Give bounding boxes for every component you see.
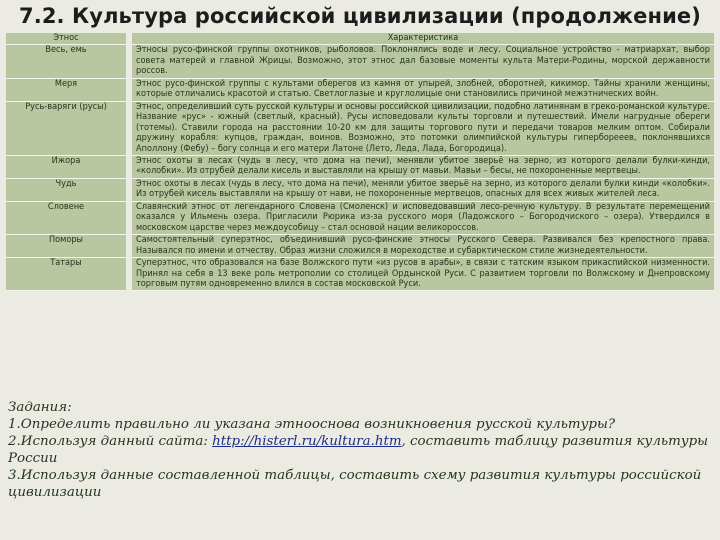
table-row [6, 178, 714, 201]
task-item-1: 1.Определить правильно ли указана этнооснова возникновения русской культуры? [8, 417, 616, 432]
ethnos-cell: Весь, емь [6, 45, 129, 78]
description-cell: Славянский этнос от легендарного Словена (Смоленск) и исповедовавший лесо-речную культуру. В результате перемещений оказался у Ильмень озера. Пригласили Рюрика из-за русского моря (Ладожского – Богородчиского – озера). Утвердился в московском царстве через междоусобицу – стал основой нации великороссов. [129, 201, 714, 234]
table-row [6, 201, 714, 234]
description-cell: Этнос охоты в лесах (чудь в лесу, что дома на печи), менявли убитое зверьё на зерно, из которого делали булки-кинди, «колобки». Из отрубей делали кисель и выставляли на крышу от мавьи. Мавьи – бесы, не похороненные мертвецы. [129, 155, 714, 178]
ethnos-table [6, 33, 714, 291]
column-header-ethnos: Этнос [6, 33, 129, 45]
description-cell: Этнос русо-финской группы с культами оберегов из камня от упырей, злобней, оборотней, кикимор. Тайны хранили женщины, которые отличались красотой и статью. Светлоглазые и круглолицые они становились причиной межэтнических войн. [129, 78, 714, 101]
ethnos-cell: Русь-варяги (русы) [6, 101, 129, 155]
table-row [6, 101, 714, 155]
table-row [6, 155, 714, 178]
task-item-2-text: 2.Используя данный сайта: [8, 434, 213, 449]
description-cell: Этнос, определивший суть русской культуры и основы российской цивилизации, подобно латинянам в греко-романской культуре. Название «рус» - южный (светлый, красный). Русы исповедовали культы торговли и путешествий. Имели нагрудные обереги (тотемы). Ставили города на расстоянии 10-20 км для защиты торгового пути и передачи товаров мелким оптом. Собирали дружину корабля: купцов, граждан, воинов. Возможно, это потомки олимпийской культуры гиперборееев, поклонявшихся Аполлону (Фебу) – богу солнца и его матери Латоне (Лето, Леда, Лада, Богородица). [129, 101, 714, 155]
page-title: 7.2. Культура российской цивилизации (продолжение) [19, 4, 701, 28]
column-header-description: Характеристика [129, 33, 714, 45]
description-cell: Самостоятельный суперэтнос, объединивший русо-финские этносы Русского Севера. Развивался без крепостного права. Назывался по имени и отчеству. Образ жизни сложился в мореходстве и субарктическом стиле жизнедеятельности. [129, 235, 714, 258]
task-item-2-text-end: , составить таблицу развития культуры России [8, 434, 709, 466]
description-cell: Суперэтнос, что образовался на базе Волжского пути «из русов в арабы», в связи с татским языком прикаспийской низменности. Принял на себя в 13 веке роль метрополии со столицей Ордынской Руси. С развитием торговли по Волжскому и Днепровскому торговым путям одновременно влился в состав московской Руси. [129, 258, 714, 291]
ethnos-cell: Татары [6, 258, 129, 291]
table-row [6, 45, 714, 78]
table-header-row [6, 33, 714, 45]
ethnos-cell: Чудь [6, 178, 129, 201]
tasks-heading: Задания: [8, 400, 72, 415]
tasks-block [8, 399, 714, 501]
ethnos-cell: Ижора [6, 155, 129, 178]
task-item-2 [8, 433, 714, 467]
table-row [6, 258, 714, 291]
table-row [6, 78, 714, 101]
ethnos-cell: Меря [6, 78, 129, 101]
ethnos-cell: Словене [6, 201, 129, 234]
ethnos-cell: Поморы [6, 235, 129, 258]
description-cell: Этносы русо-финской группы охотников, рыболовов. Поклонялись воде и лесу. Социальное устройство - матриархат, выбор совета матерей и главной Жрицы. Возможно, этот этнос дал базовые моменты культа Матери-Родины, морской державности россов. [129, 45, 714, 78]
task-item-3: 3.Используя данные составленной таблицы, составить схему развития культуры российской цивилизации [8, 468, 702, 500]
table-row [6, 235, 714, 258]
site-link[interactable]: http://histerl.ru/kultura.htm [212, 434, 402, 449]
description-cell: Этнос охоты в лесах (чудь в лесу, что дома на печи), меняли убитое зверьё на зерно, из которого делали булки кинди «колобки». Из отрубей кисель выставляли на крышу от нави, не похороненные мертвецов, опасных для всех живых жителей леса. [129, 178, 714, 201]
